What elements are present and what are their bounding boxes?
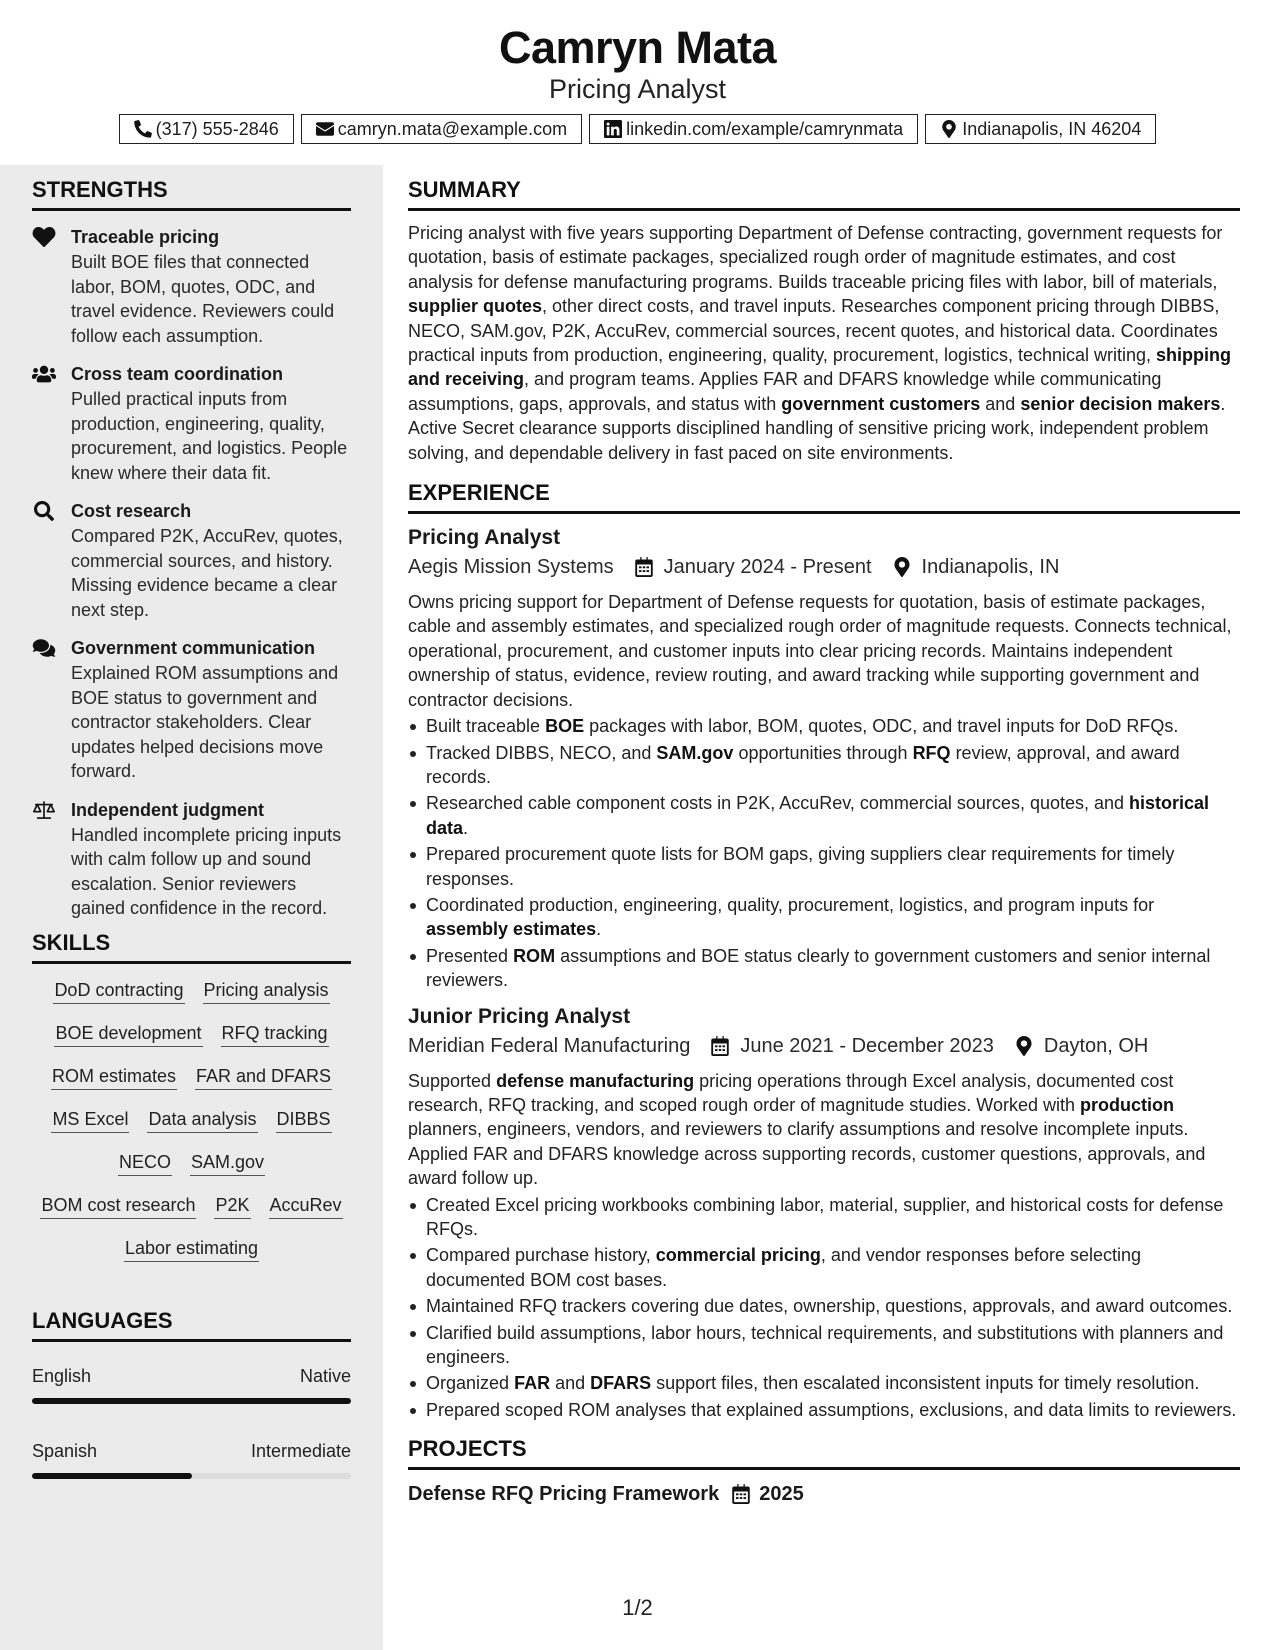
job-bullets	[408, 1193, 1240, 1423]
strength-item	[32, 225, 351, 348]
job-bullet: Presented ROM assumptions and BOE status clearly to government customers and senior internal reviewers.	[408, 944, 1240, 993]
job-bullet: Created Excel pricing workbooks combining labor, material, supplier, and historical costs for defense RFQs.	[408, 1193, 1240, 1242]
resume-header	[0, 0, 1275, 165]
job-bullet: Researched cable component costs in P2K, AccuRev, commercial sources, quotes, and historical data.	[408, 791, 1240, 840]
job-entry	[408, 1003, 1240, 1423]
job-meta	[408, 552, 1240, 582]
main-content	[408, 165, 1240, 1508]
job-bullet: Clarified build assumptions, labor hours, technical requirements, and substitutions with planners and engineers.	[408, 1321, 1240, 1370]
contact-location-text: Indianapolis, IN 46204	[962, 118, 1142, 139]
strengths-section	[32, 177, 351, 921]
page-number: 1/2	[622, 1595, 653, 1620]
skill-tag: DoD contracting	[53, 978, 184, 1004]
projects-section	[408, 1436, 1240, 1508]
skill-tag: NECO	[118, 1150, 172, 1176]
language-name: English	[32, 1366, 92, 1386]
strength-item	[32, 798, 351, 921]
phone-icon	[134, 120, 152, 138]
skill-tag: BOM cost research	[40, 1193, 196, 1219]
strength-title: Government communication	[71, 638, 316, 658]
skill-tag: FAR and DFARS	[195, 1064, 332, 1090]
skills-title: SKILLS	[32, 930, 351, 964]
search-icon	[32, 501, 56, 521]
contact-email[interactable]	[301, 114, 582, 144]
map-pin-icon	[1014, 1036, 1034, 1056]
strength-item	[32, 499, 351, 622]
users-icon	[32, 364, 56, 384]
job-bullet: Tracked DIBBS, NECO, and SAM.gov opportunities through RFQ review, approval, and award records.	[408, 741, 1240, 790]
contact-location	[925, 114, 1156, 144]
strengths-list	[32, 225, 351, 921]
skill-tag: BOE development	[54, 1021, 202, 1047]
strength-item	[32, 362, 351, 485]
experience-section	[408, 480, 1240, 1422]
strength-desc: Built BOE files that connected labor, BOM, quotes, ODC, and travel evidence. Reviewers could follow each assumption.	[71, 252, 335, 346]
language-bar	[32, 1473, 351, 1479]
comments-icon	[32, 638, 56, 658]
skill-tag: ROM estimates	[51, 1064, 177, 1090]
strength-desc: Pulled practical inputs from production, engineering, quality, procurement, and logistics. People knew where their data fit.	[71, 389, 348, 483]
calendar-icon	[731, 1484, 751, 1504]
job-company: Meridian Federal Manufacturing	[408, 1034, 691, 1057]
skills-section	[32, 930, 351, 1262]
language-bar-fill	[32, 1398, 351, 1404]
strength-desc: Handled incomplete pricing inputs with calm follow up and sound escalation. Senior reviewers gained confidence in the record.	[71, 824, 342, 918]
project-year: 2025	[759, 1483, 804, 1506]
language-item	[32, 1439, 351, 1479]
strength-title: Independent judgment	[71, 799, 264, 820]
contact-phone-text: (317) 555-2846	[155, 118, 279, 139]
contact-bar	[0, 114, 1275, 144]
skills-list	[32, 978, 351, 1262]
strength-title: Cost research	[71, 501, 192, 521]
language-bar-fill	[32, 1473, 192, 1479]
contact-linkedin-text: linkedin.com/example/camrynmata	[626, 118, 904, 139]
summary-text: Pricing analyst with five years supporting Department of Defense contracting, government requests for quotation, basis of estimate packages, specialized rough order of magnitude estimates, and cost analysis for defense manufacturing programs. Builds traceable pricing files with labor, bill of materials, supplier quotes, other direct costs, and travel inputs. Researches component pricing through DIBBS, NECO, SAM.gov, P2K, AccuRev, commercial sources, recent quotes, and historical data. Coordinates practical inputs from production, engineering, quality, procurement, logistics, technical writing, shipping and receiving, and program teams. Applies FAR and DFARS knowledge while communicating assumptions, gaps, approvals, and status with government customers and senior decision makers. Active Secret clearance supports disciplined handling of sensitive pricing work, independent problem solving, and dependable delivery in fast paced on site environments.	[408, 223, 1232, 463]
language-level: Intermediate	[250, 1441, 351, 1461]
job-meta	[408, 1031, 1240, 1061]
language-bar	[32, 1398, 351, 1404]
projects-title: PROJECTS	[408, 1436, 1240, 1470]
calendar-icon	[710, 1036, 730, 1056]
job-bullet: Compared purchase history, commercial pricing, and vendor responses before selecting documented BOM cost bases.	[408, 1243, 1240, 1292]
language-name: Spanish	[32, 1441, 98, 1461]
skill-tag: Data analysis	[147, 1107, 257, 1133]
languages-section	[32, 1308, 351, 1479]
job-bullet: Built traceable BOE packages with labor, BOM, quotes, ODC, and travel inputs for DoD RFQs.	[408, 714, 1240, 738]
contact-email-text: camryn.mata@example.com	[337, 118, 568, 139]
strength-item	[32, 636, 351, 784]
languages-title: LANGUAGES	[32, 1308, 351, 1342]
job-bullet: Maintained RFQ trackers covering due dates, ownership, questions, approvals, and award outcomes.	[408, 1294, 1240, 1318]
skill-tag: Pricing analysis	[203, 978, 330, 1004]
job-location: Dayton, OH	[1043, 1034, 1149, 1057]
contact-phone[interactable]	[119, 114, 294, 144]
job-dates: January 2024 - Present	[663, 556, 872, 579]
map-pin-icon	[892, 557, 912, 577]
job-dates: June 2021 - December 2023	[740, 1034, 994, 1057]
job-description: Supported defense manufacturing pricing operations through Excel analysis, documented cost research, RFQ tracking, and scoped rough order of magnitude studies. Worked with production planners, engineers, vendors, and reviewers to clarify assumptions and resolve incomplete inputs. Applied FAR and DFARS knowledge across supporting records, customer questions, approvals, and award follow up.	[408, 1070, 1206, 1189]
job-bullet: Organized FAR and DFARS support files, then escalated inconsistent inputs for timely resolution.	[408, 1371, 1240, 1395]
skill-tag: DIBBS	[276, 1107, 332, 1133]
strength-desc: Compared P2K, AccuRev, quotes, commercial sources, and history. Missing evidence became a clear next step.	[71, 526, 343, 620]
candidate-role: Pricing Analyst	[548, 74, 727, 104]
language-level: Native	[299, 1366, 351, 1386]
skill-tag: Labor estimating	[124, 1236, 259, 1262]
job-bullet: Prepared procurement quote lists for BOM gaps, giving suppliers clear requirements for timely responses.	[408, 842, 1240, 891]
heart-icon	[32, 227, 56, 247]
experience-title: EXPERIENCE	[408, 480, 1240, 514]
skill-tag: P2K	[214, 1193, 250, 1219]
linkedin-icon	[604, 120, 622, 138]
contact-linkedin[interactable]	[589, 114, 918, 144]
job-description: Owns pricing support for Department of Defense requests for quotation, basis of estimate packages, cable and assembly estimates, and specialized rough order of magnitude requests. Connects technical, operational, procurement, and customer inputs into clear pricing records. Maintains independent ownership of status, evidence, review routing, and award tracking while supporting government and contractor decisions.	[408, 592, 1232, 710]
skill-tag: SAM.gov	[190, 1150, 265, 1176]
skill-tag: MS Excel	[51, 1107, 129, 1133]
strengths-title: STRENGTHS	[32, 177, 351, 211]
project-entry	[408, 1480, 1240, 1508]
envelope-icon	[316, 120, 334, 138]
language-item	[32, 1364, 351, 1404]
job-title: Pricing Analyst	[408, 526, 561, 550]
skill-tag: AccuRev	[269, 1193, 343, 1219]
project-title: Defense RFQ Pricing Framework	[408, 1483, 720, 1506]
balance-scale-icon	[32, 800, 56, 820]
strength-title: Traceable pricing	[71, 227, 220, 247]
job-bullet: Prepared scoped ROM analyses that explained assumptions, exclusions, and data limits to reviewers.	[408, 1398, 1240, 1422]
job-bullet: Coordinated production, engineering, quality, procurement, logistics, and program inputs for assembly estimates.	[408, 893, 1240, 942]
job-entry	[408, 524, 1240, 993]
job-location: Indianapolis, IN	[921, 556, 1060, 579]
map-pin-icon	[940, 120, 958, 138]
summary-section	[408, 177, 1240, 465]
candidate-name: Camryn Mata	[498, 22, 777, 73]
skill-tag: RFQ tracking	[221, 1021, 329, 1047]
calendar-icon	[634, 557, 654, 577]
sidebar	[0, 165, 383, 1650]
strength-desc: Explained ROM assumptions and BOE status to government and contractor stakeholders. Clear updates helped decisions move forward.	[71, 663, 339, 781]
strength-title: Cross team coordination	[71, 364, 284, 384]
job-company: Aegis Mission Systems	[408, 556, 614, 579]
job-title: Junior Pricing Analyst	[408, 1004, 631, 1028]
summary-title: SUMMARY	[408, 177, 1240, 211]
job-bullets	[408, 714, 1240, 992]
